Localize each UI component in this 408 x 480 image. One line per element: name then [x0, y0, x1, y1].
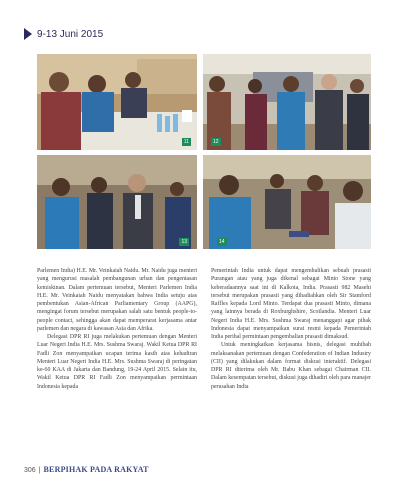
page-footer	[24, 465, 149, 474]
photo-handshake	[203, 54, 371, 150]
article-column-left	[37, 267, 197, 391]
photo-delegation	[203, 155, 371, 249]
footer-separator: |	[38, 467, 41, 474]
article-paragraph: Delegasi DPR RI juga melakukan pertemuan dengan Menteri Luar Negeri India H.E. Mrs. Sushma Swaraj. Wakil Ketua DPR RI Fadli Zon menyampaikan ucapan terima kasih atas kehadiran Menteri Luar Negeri India H.E. Mrs. Sushma Swaraj di peringatan ke-60 KAA di Jakarta dan Bandung, 19-24 April 2015. Selain itu, Wakil Ketua DPR RI Fadli Zon menyampaikan permintaan Indonesia kepada	[37, 334, 197, 390]
photo-meeting-table	[37, 54, 197, 150]
article-column-right	[211, 267, 371, 391]
photo-group-standing	[37, 155, 197, 249]
article-paragraph: Pemerintah India untuk dapat mengembalikan sebuah prasasti Purangan atau yang juga dikenal sebagai Minto Stone yang keberadaannya saat ini di Kalkota, India. Prasasti 982 Masehi tersebut merupakan prasasti yang dihadiahkan oleh Sir Stamford Raffles kepada Lord Minto. Terdapat dua prasasti Minto, dimana yang lainnya berada di Roxburghshire, Scotlandia. Menteri Luar Negeri India H.E. Mrs. Sushma Swaraj menanggapi agar pihak Indonesia dapat menyampaikan surat resmi kepada Pemerintah India perihal permintaan pengembalian prasasti dimaksud.	[211, 268, 371, 340]
publication-title: BERPIHAK PADA RAKYAT	[43, 465, 149, 474]
date-header	[24, 28, 103, 40]
triangle-arrow-icon	[24, 28, 32, 40]
page-number: 306	[24, 467, 36, 474]
date-label: 9-13 Juni 2015	[37, 28, 104, 40]
photo-number: 11	[183, 139, 189, 145]
photo-number: 13	[181, 239, 187, 245]
photo-number: 12	[213, 139, 219, 145]
article-paragraph: Parlemen India) H.E. Mr. Veinkaiah Naidu. Mr. Naidu juga menteri yang mengurusi masalah pembangunan urban dan pengentasan kemiskinan. Dalam pertemuan tersebut, Menteri Parlemen India H.E. Mr. Veinkaiah Naidu menyatakan bahwa India setuju atas pembentukan Asian-African Parliamentary Group (AAPG), mengingat forum tersebut merupakan salah satu bentuk people-to-people contact, sehingga akan dapat memperarat kerjasama antar parlemen dan negara di kawasan Asia dan Afrika.	[37, 268, 197, 332]
article-paragraph: Untuk meningkatkan kerjasama bisnis, delegasi muhibah melaksanakan pertemuan dengan Confederation of Indian Industry (CII) yang dilakukan dalam format diskusi interaktif. Delegasi DPR RI diterima oleh Mr. Babu Khan sebagai Chairman CII. Dalam kesempatan tersebut, diskusi juga dihadiri oleh para manajer perusahan India	[211, 342, 371, 390]
photo-number: 14	[219, 239, 225, 245]
